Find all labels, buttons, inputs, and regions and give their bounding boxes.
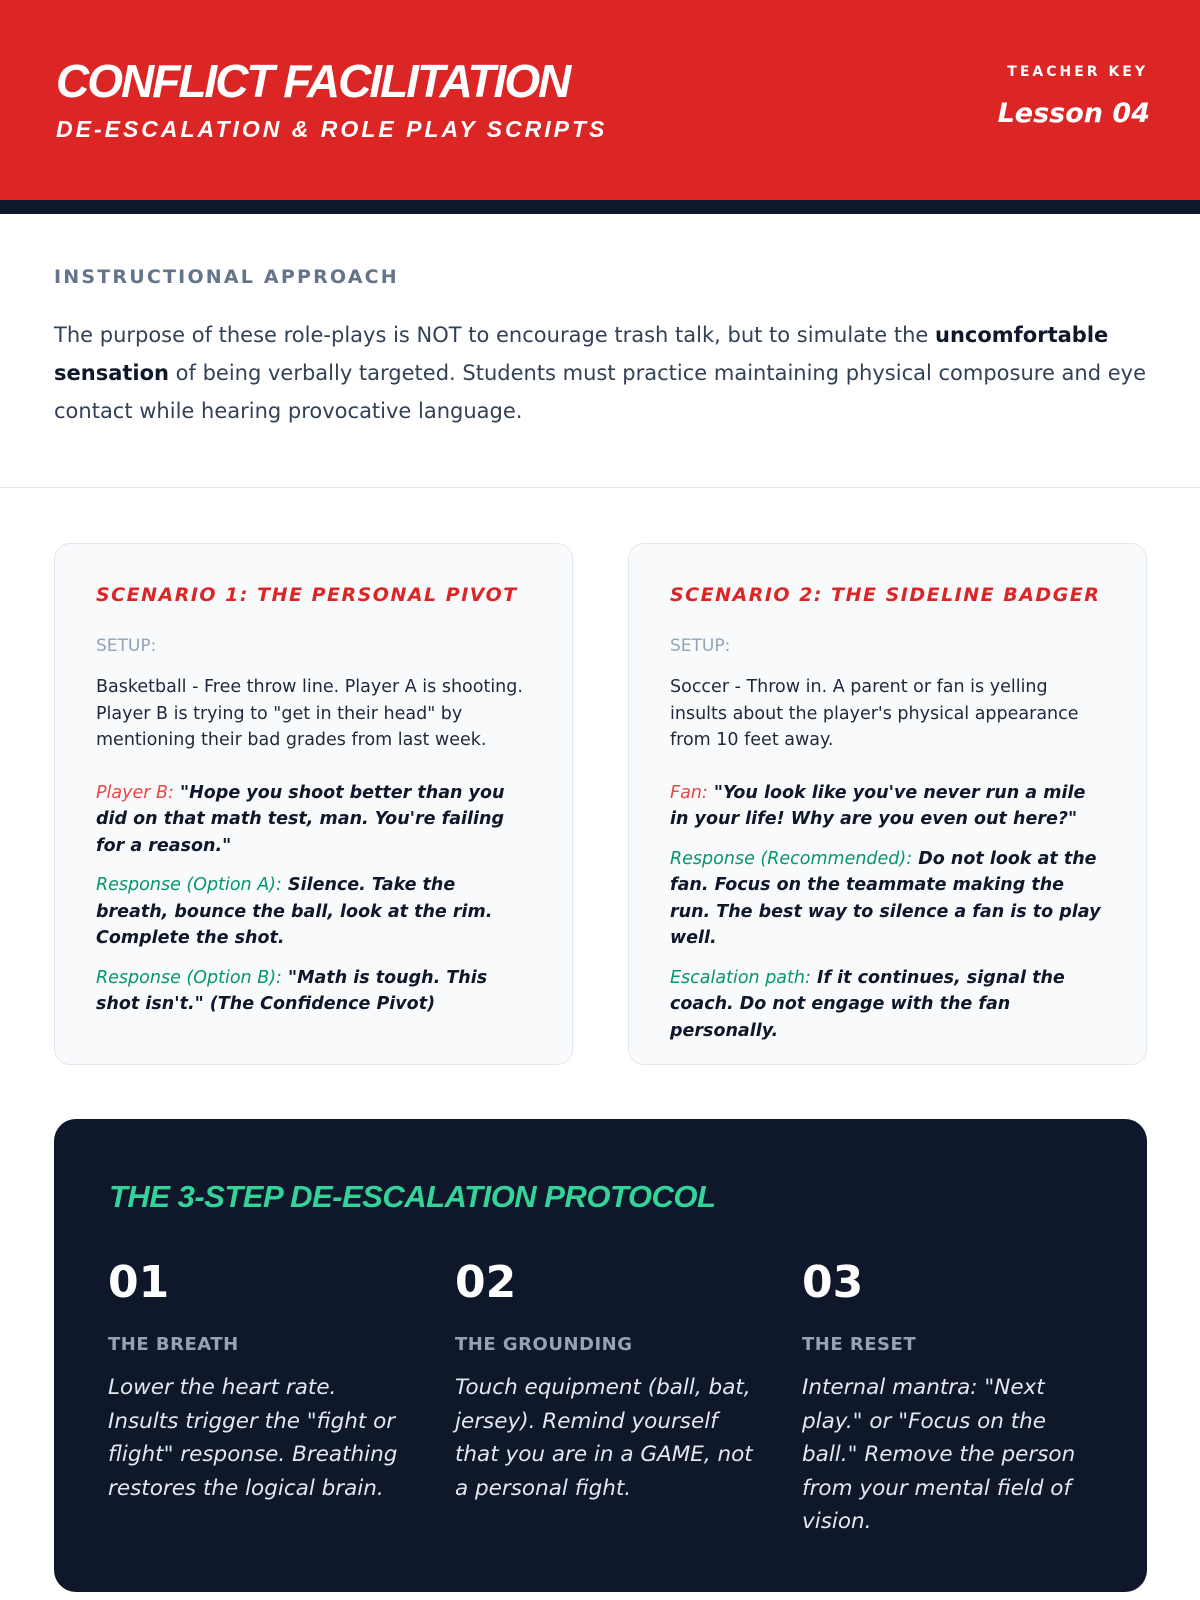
setup-text: Basketball - Free throw line. Player A is shooting. Player B is trying to "get in their head" by mentioning their bad grades from last week. xyxy=(96,677,523,750)
page-subtitle: DE-ESCALATION & ROLE PLAY SCRIPTS xyxy=(56,116,608,142)
speaker-label: Response (Recommended): xyxy=(670,848,913,869)
setup-label: SETUP: xyxy=(96,636,157,656)
protocol-step xyxy=(802,1257,1112,1539)
scenario-title: SCENARIO 2: THE SIDELINE BADGER xyxy=(670,584,1101,606)
step-title: THE GROUNDING xyxy=(455,1334,633,1355)
setup-label: SETUP: xyxy=(670,636,731,656)
scenario-card xyxy=(54,543,573,1065)
speaker-label: Response (Option B): xyxy=(96,967,282,988)
script-text: "Math is tough. This shot isn't." (The Confidence Pivot) xyxy=(96,967,488,1014)
script-text: "You look like you've never run a mile in your life! Why are you even out here?" xyxy=(670,782,1086,829)
header-divider-bar xyxy=(0,200,1200,214)
script-text: Silence. Take the breath, bounce the ball, look at the rim. Complete the shot. xyxy=(96,875,493,948)
setup-text: Soccer - Throw in. A parent or fan is yelling insults about the player's physical appearance from 10 feet away. xyxy=(670,677,1079,750)
script-line xyxy=(96,780,532,860)
script-text: Do not look at the fan. Focus on the teammate making the run. The best way to silence a fan is to play well. xyxy=(670,848,1101,948)
speaker-label: Player B: xyxy=(96,782,174,803)
step-number: 03 xyxy=(802,1257,864,1308)
header-background xyxy=(0,0,1200,200)
script-line xyxy=(670,965,1106,1045)
script-line xyxy=(96,872,532,952)
script-line xyxy=(670,846,1106,952)
approach-text-emphasis: uncomfortable sensation xyxy=(54,323,1109,385)
step-description: Touch equipment (ball, bat, jersey). Remind yourself that you are in a GAME, not a personal fight. xyxy=(455,1375,753,1501)
section-divider xyxy=(0,487,1200,488)
script-text: If it continues, signal the coach. Do not engage with the fan personally. xyxy=(670,967,1065,1041)
approach-text-start: The purpose of these role-plays is NOT to encourage trash talk, but to simulate the xyxy=(54,323,936,347)
speaker-label: Escalation path: xyxy=(670,967,811,988)
protocol-title: THE 3-STEP DE-ESCALATION PROTOCOL xyxy=(109,1179,716,1214)
scenario-card xyxy=(628,543,1147,1065)
protocol-panel xyxy=(54,1119,1147,1592)
step-description: Lower the heart rate. Insults trigger the "fight or flight" response. Breathing restores the logical brain. xyxy=(108,1375,398,1501)
approach-paragraph xyxy=(54,316,1154,430)
section-heading: INSTRUCTIONAL APPROACH xyxy=(54,266,399,288)
step-number: 02 xyxy=(455,1257,517,1308)
speaker-label: Response (Option A): xyxy=(96,875,282,895)
script-line xyxy=(96,965,532,1018)
protocol-step xyxy=(455,1257,765,1505)
speaker-label: Fan: xyxy=(670,782,708,803)
script-text: "Hope you shoot better than you did on that math test, man. You're failing for a reason." xyxy=(96,782,505,856)
step-title: THE BREATH xyxy=(108,1334,239,1355)
step-number: 01 xyxy=(108,1257,170,1308)
protocol-step xyxy=(108,1257,418,1505)
step-description: Internal mantra: "Next play." or "Focus on the ball." Remove the person from your mental field of vision. xyxy=(802,1375,1076,1534)
approach-text-end: of being verbally targeted. Students must practice maintaining physical composure and eye contact while hearing provocative language. xyxy=(54,361,1146,423)
scenario-title: SCENARIO 1: THE PERSONAL PIVOT xyxy=(96,584,518,606)
script-line xyxy=(670,780,1106,833)
lesson-number: Lesson 04 xyxy=(997,98,1150,129)
page-title: CONFLICT FACILITATION xyxy=(56,55,570,107)
instructional-approach-section xyxy=(54,266,1154,430)
step-title: THE RESET xyxy=(802,1334,917,1355)
teacher-key-label: TEACHER KEY xyxy=(1007,64,1148,80)
